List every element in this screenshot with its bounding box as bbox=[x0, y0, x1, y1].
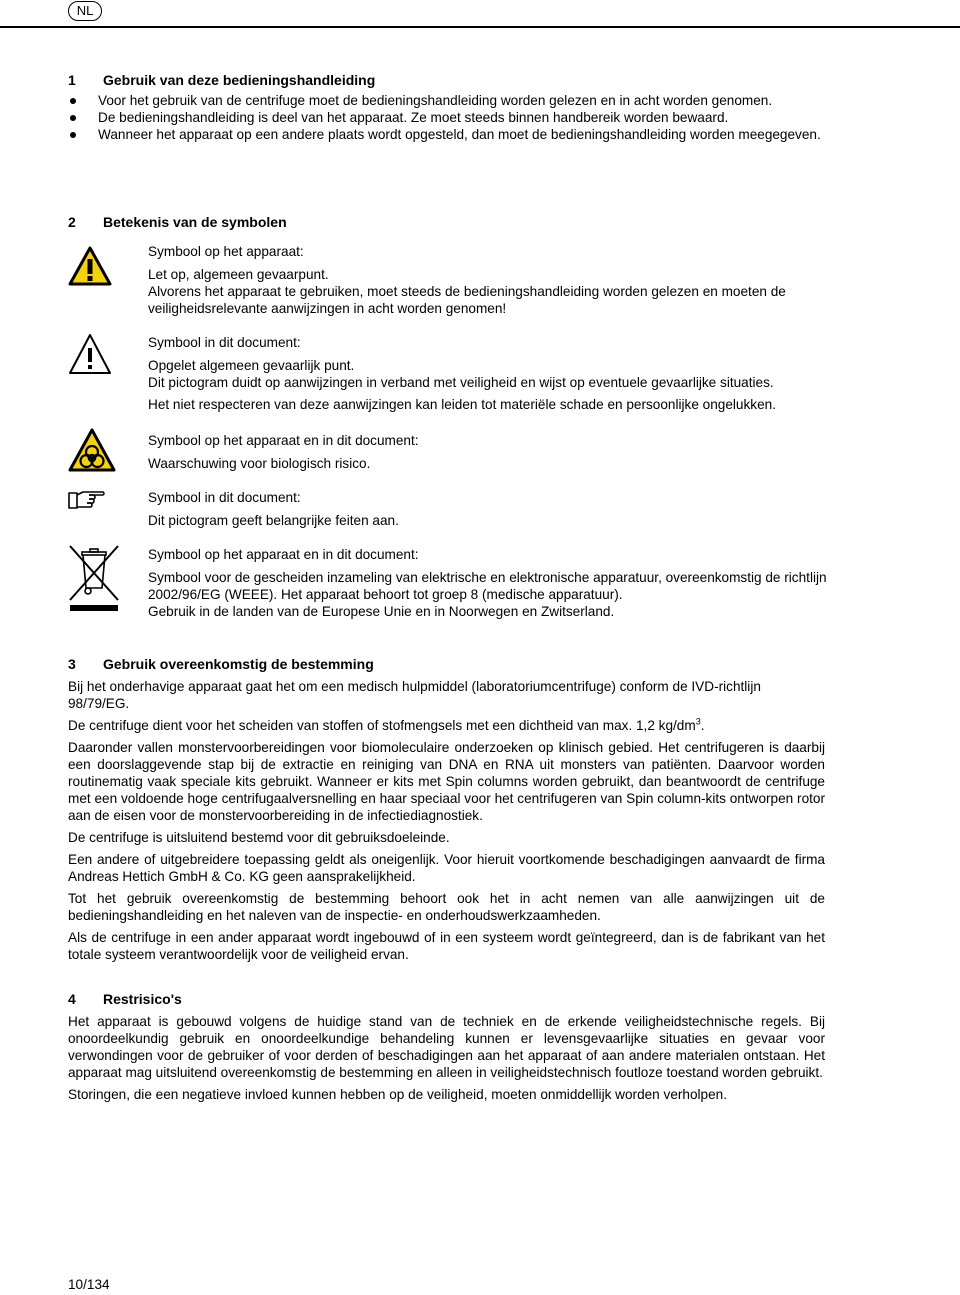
paragraph: Een andere of uitgebreidere toepassing geldt als oneigenlijk. Voor hieruit voortkomende beschadigingen aanvaardt de firma Andreas Hettich GmbH & Co. KG geen aansprakelijkheid. bbox=[68, 852, 825, 884]
bullet-text: Wanneer het apparaat op een andere plaats wordt opgesteld, dan moet de bedieningshandleiding worden meegegeven. bbox=[98, 127, 821, 142]
symbol-1-description bbox=[148, 243, 828, 317]
weee-crossed-bin-icon bbox=[68, 544, 120, 612]
section-1-bullet-list bbox=[68, 92, 828, 143]
section-3-heading bbox=[68, 656, 374, 673]
density-superscript: 3 bbox=[695, 716, 701, 727]
paragraph: Als de centrifuge in een ander apparaat wordt ingebouwd of in een systeem wordt geïntegreerd, dan is de fabrikant van het totale systeem verantwoordelijk voor de veiligheid ervan. bbox=[68, 930, 825, 962]
symbol-4-label: Symbool in dit document: bbox=[148, 490, 301, 505]
bullet-item bbox=[68, 126, 828, 143]
section-3-title: Gebruik overeenkomstig de bestemming bbox=[103, 656, 374, 672]
density-end: . bbox=[700, 718, 705, 733]
section-2-title: Betekenis van de symbolen bbox=[103, 214, 287, 230]
symbol-3-label: Symbool op het apparaat en in dit document: bbox=[148, 433, 419, 448]
paragraph: Tot het gebruik overeenkomstig de bestemming behoort ook het in acht nemen van alle aanwijzingen uit de bedieningshandleiding en het naleven van de inspectie- en onderhoudswerkzaamheden. bbox=[68, 891, 825, 923]
paragraph: De centrifuge is uitsluitend bestemd voor dit gebruiksdoeleinde. bbox=[68, 830, 450, 845]
section-4-title: Restrisico's bbox=[103, 991, 182, 1007]
symbol-3-description bbox=[148, 432, 828, 472]
symbol-2-line: Opgelet algemeen gevaarlijk punt. bbox=[148, 358, 355, 373]
bullet-dot bbox=[70, 132, 76, 138]
section-4-number: 4 bbox=[68, 991, 76, 1007]
paragraph: Bij het onderhavige apparaat gaat het om een medisch hulpmiddel (laboratoriumcentrifuge) conform de IVD-richtlijn 98/79/EG. bbox=[68, 679, 761, 711]
symbol-2-line: Dit pictogram duidt op aanwijzingen in verband met veiligheid en wijst op eventuele gevaarlijke situaties. bbox=[148, 375, 774, 390]
section-1-title: Gebruik van deze bedieningshandleiding bbox=[103, 72, 376, 88]
section-4-body bbox=[68, 1013, 825, 1108]
symbol-3-line: Waarschuwing voor biologisch risico. bbox=[148, 456, 371, 471]
header-rule bbox=[0, 26, 960, 28]
paragraph: Het apparaat is gebouwd volgens de huidige stand van de techniek en de erkende veiligheidstechnische regels. Bij onoordeelkundig gebruik en onoordeelkundige behandeling kunnen er levensgevaarlijke situaties en gevaar voor verwondingen voor de gebruiker of voor derden of beschadigingen aan het apparaat of aan andere materialen ontstaan. Het apparaat mag uitsluitend overeenkomstig de bestemming en alleen in veiligheidstechnisch foutloze toestand worden gebruikt. bbox=[68, 1014, 825, 1080]
bullet-item bbox=[68, 92, 828, 109]
symbol-5-description bbox=[148, 546, 828, 620]
section-3-number: 3 bbox=[68, 656, 76, 672]
density-text: De centrifuge dient voor het scheiden van stoffen of stofmengsels met een dichtheid van max. 1,2 kg/dm bbox=[68, 718, 696, 733]
symbol-1-line: Alvorens het apparaat te gebruiken, moet steeds de bedieningshandleiding worden gelezen en moeten de veiligheidsrelevante aanwijzingen in acht worden genomen! bbox=[148, 284, 786, 316]
section-3-body bbox=[68, 678, 825, 968]
language-badge: NL bbox=[68, 1, 102, 21]
page-number: 10/134 bbox=[68, 1277, 110, 1292]
symbol-2-description bbox=[148, 334, 828, 413]
symbol-1-line: Let op, algemeen gevaarpunt. bbox=[148, 267, 329, 282]
bullet-text: Voor het gebruik van de centrifuge moet de bedieningshandleiding worden gelezen en in acht worden genomen. bbox=[98, 93, 773, 108]
symbol-5-line: Gebruik in de landen van de Europese Unie en in Noorwegen en Zwitserland. bbox=[148, 604, 615, 619]
section-2-number: 2 bbox=[68, 214, 76, 230]
symbol-1-label: Symbool op het apparaat: bbox=[148, 244, 304, 259]
symbol-5-line: Symbool voor de gescheiden inzameling van elektrische en elektronische apparatuur, overeenkomstig de richtlijn 2002/96/EG (WEEE). Het apparaat behoort tot groep 8 (medische apparatuur). bbox=[148, 570, 827, 602]
symbol-2-label: Symbool in dit document: bbox=[148, 335, 301, 350]
paragraph: Storingen, die een negatieve invloed kunnen hebben op de veiligheid, moeten onmiddellijk worden verholpen. bbox=[68, 1087, 728, 1102]
paragraph bbox=[68, 717, 825, 734]
bullet-item bbox=[68, 109, 828, 126]
biohazard-icon bbox=[68, 428, 116, 472]
section-4-heading bbox=[68, 991, 182, 1008]
pointing-hand-icon bbox=[68, 488, 106, 512]
paragraph: Daaronder vallen monstervoorbereidingen voor biomoleculaire onderzoeken op klinisch gebied. Het centrifugeren is daarbij een doorslaggevende stap bij de extractie en reiniging van DNA en RNA uit monsters van patiënten. Daarvoor worden routinematig vaak speciale kits gebruikt. Wanneer er kits met Spin columns worden gebruikt, dan beantwoordt de centrifuge met een voldoende hoge centrifugaalversnelling en haar speciaal voor het centrifugeren van Spin column-kits ontworpen rotor aan de eisen voor de monstervoorbereiding in de infectiediagnostiek. bbox=[68, 740, 825, 823]
symbol-2-line: Het niet respecteren van deze aanwijzingen kan leiden tot materiële schade en persoonlijke ongelukken. bbox=[148, 397, 776, 412]
section-1-heading bbox=[68, 72, 375, 89]
bullet-dot bbox=[70, 98, 76, 104]
section-1-number: 1 bbox=[68, 72, 76, 88]
symbol-4-line: Dit pictogram geeft belangrijke feiten aan. bbox=[148, 513, 399, 528]
bullet-text: De bedieningshandleiding is deel van het apparaat. Ze moet steeds binnen handbereik worden bewaard. bbox=[98, 110, 729, 125]
symbol-5-label: Symbool op het apparaat en in dit document: bbox=[148, 547, 419, 562]
symbol-4-description bbox=[148, 489, 828, 529]
warning-filled-icon bbox=[68, 246, 112, 286]
section-2-heading bbox=[68, 214, 287, 231]
bullet-dot bbox=[70, 115, 76, 121]
warning-outline-icon bbox=[68, 333, 112, 375]
